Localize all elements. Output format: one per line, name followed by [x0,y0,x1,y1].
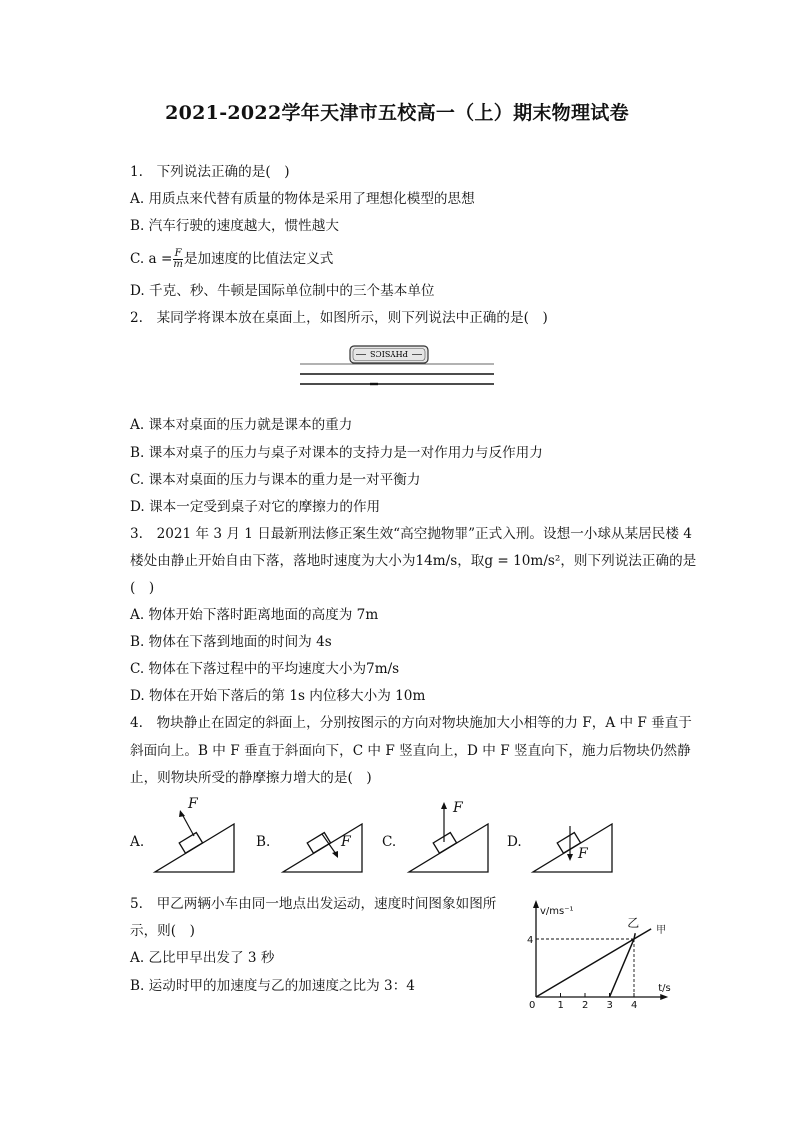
y-tick-label: 4 [527,935,534,946]
page-title: 2021-2022学年天津市五校高一（上）期末物理试卷 [165,102,629,124]
force-label-b: F [341,834,351,850]
q3-option-c: C. 物体在下落过程中的平均速度大小为7m/s [130,661,400,677]
q4-label-a: A. [130,834,145,850]
q1-option-b: B. 汽车行驶的速度越大，惯性越大 [130,218,339,234]
q3-option-b: B. 物体在下落到地面的时间为 4s [130,634,332,650]
q2-stem: 2. 某同学将课本放在桌面上，如图所示，则下列说法中正确的是( ) [130,310,548,326]
fraction: $\frac{F}{m}$ [173,248,183,270]
x-tick-label: 0 [529,1000,536,1011]
q4-label-b: B. [256,834,271,850]
q5-stem-line1: 5. 甲乙两辆小车由同一地点出发运动，速度时间图象如图所 [130,896,497,912]
q2-option-b: B. 课本对桌子的压力与桌子对课本的支持力是一对作用力与反作用力 [130,445,543,461]
x-axis-arrow [660,994,668,1000]
incline-diagram-b [278,796,368,876]
q3-option-a: A. 物体开始下落时距离地面的高度为 7m [130,607,379,623]
q1-option-a: A. 用质点来代替有质量的物体是采用了理想化模型的思想 [130,191,475,207]
series-label-yi: 乙 [627,916,640,931]
y-axis-label: v/ms⁻¹ [540,906,574,917]
force-label-c: F [453,800,463,816]
x-tick-label: 3 [606,1000,613,1011]
book-label: PHYSICS [370,349,408,358]
q5-option-b: B. 运动时甲的加速度与乙的加速度之比为 3：4 [130,978,415,994]
q4-label-d: D. [507,834,522,850]
series-line-yi [610,933,636,997]
q3-stem-line1: 3. 2021 年 3 月 1 日最新刑法修正案生效“高空抛物罪”正式入刑。设想一小球从某居民楼 4 [130,526,692,542]
force-label-d: F [578,846,588,862]
incline-diagram-c [404,796,494,876]
q1-option-d: D. 千克、秒、牛顿是国际单位制中的三个基本单位 [130,283,435,299]
q2-option-c: C. 课本对桌面的压力与课本的重力是一对平衡力 [130,472,421,488]
q5-stem-line2: 示，则( ) [130,923,195,939]
q3-option-d: D. 物体在开始下落后的第 1s 内位移大小为 10m [130,688,426,704]
force-label-a: F [188,796,198,812]
q4-stem-line3: 止，则物块所受的静摩擦力增大的是( ) [130,770,372,786]
x-tick-label: 4 [631,1000,638,1011]
x-tick-label: 2 [582,1000,589,1011]
q2-option-d: D. 课本一定受到桌子对它的摩擦力的作用 [130,499,381,515]
y-axis-arrow [533,900,539,908]
series-label-jia: 甲 [656,924,667,936]
x-axis-label: t/s [658,983,671,994]
q4-stem-line1: 4. 物块静止在固定的斜面上，分别按图示的方向对物块施加大小相等的力 F，A 中 F 垂直于 [130,715,692,731]
incline-diagram-d [528,796,618,876]
x-tick-label: 1 [557,1000,564,1011]
book-on-table-figure [296,344,498,388]
q4-label-c: C. [382,834,397,850]
q4-stem-line2: 斜面向上。B 中 F 垂直于斜面向下，C 中 F 竖直向上，D 中 F 竖直向下，施力后物块仍然静 [130,743,691,759]
q1-stem: 1. 下列说法正确的是( ) [130,164,290,180]
q3-stem-line3: ( ) [130,580,155,596]
q1-option-c: C. a = $\frac{F}{m}$ 是加速度的比值法定义式 [130,248,334,270]
q5-option-a: A. 乙比甲早出发了 3 秒 [130,950,275,966]
velocity-time-chart [520,896,690,1010]
q2-option-a: A. 课本对桌面的压力就是课本的重力 [130,417,353,433]
q3-stem-line2: 楼处由静止开始自由下落，落地时速度为大小为14m/s，取g = 10m/s²，则下列说法正确的是 [130,553,697,569]
